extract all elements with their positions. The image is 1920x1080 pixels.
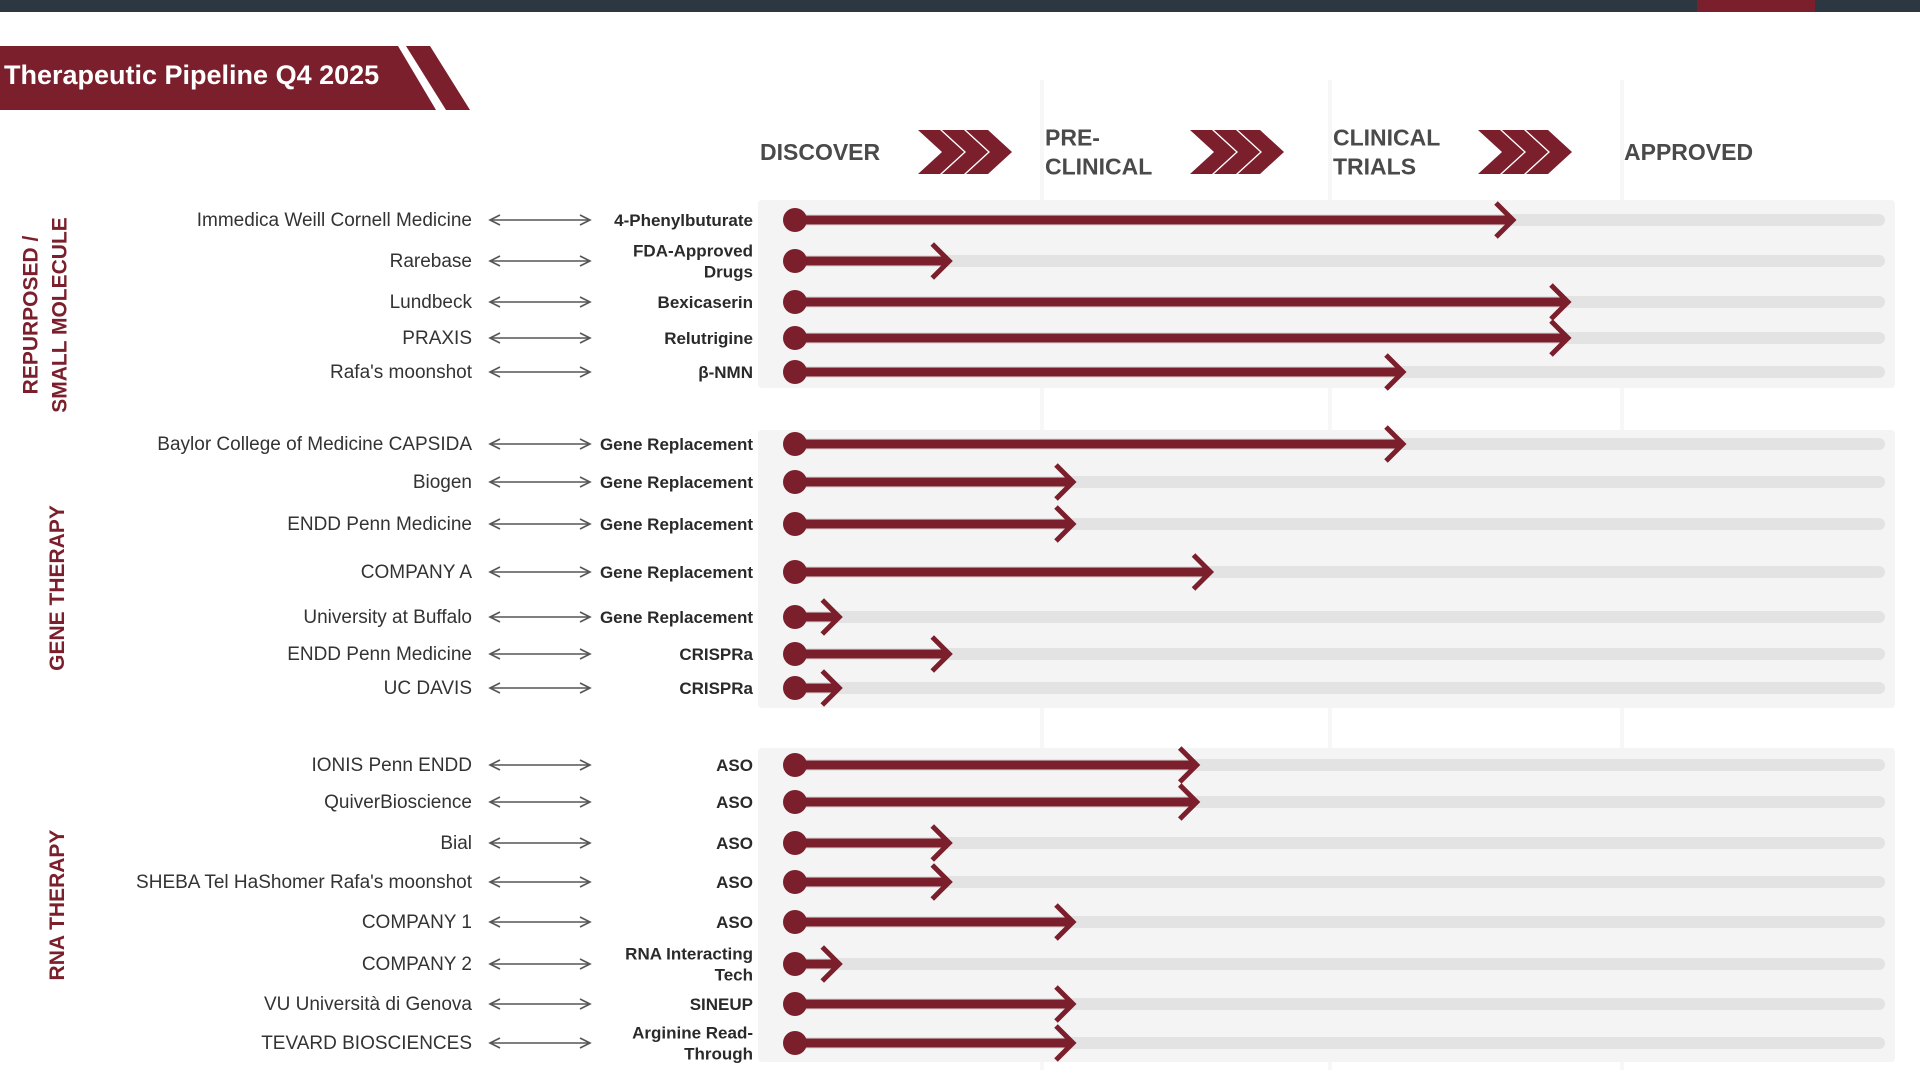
group-label-2 [46,830,69,981]
stage-chevron-0 [918,130,1012,174]
progress-start-dot [783,642,807,666]
progress-track [795,958,1885,970]
partner-name: COMPANY A [360,562,472,583]
progress-start-dot [783,992,807,1016]
partner-name: UC DAVIS [383,678,472,699]
partner-name: SHEBA Tel HaShomer Rafa's moonshot [136,872,472,893]
group-panel-2 [758,748,1895,1062]
group-label-1 [46,505,69,671]
drug-label: SINEUP [689,995,753,1014]
page-title: Therapeutic Pipeline Q4 2025 [4,60,380,90]
partner-name: IONIS Penn ENDD [311,755,472,776]
stage-chevron-2 [1478,130,1572,174]
progress-start-dot [783,952,807,976]
drug-label: ASO [716,756,753,775]
progress-track [795,837,1885,849]
partner-name: QuiverBioscience [324,792,472,813]
group-panel-0 [758,200,1895,388]
partner-name: Biogen [412,472,472,493]
progress-start-dot [783,326,807,350]
drug-label: β-NMN [698,363,753,382]
drug-label: Gene Replacement [599,515,753,534]
drug-label: RNA Interacting Tech [625,944,753,985]
progress-start-dot [783,753,807,777]
drug-label: Gene Replacement [599,563,753,582]
partner-name: ENDD Penn Medicine [287,644,472,665]
progress-start-dot [783,1031,807,1055]
progress-start-dot [783,605,807,629]
stage-label-0: DISCOVER [760,139,881,165]
group-label-text: GENE THERAPY [46,505,69,671]
partner-name: Rarebase [389,251,472,272]
progress-start-dot [783,790,807,814]
progress-track [795,255,1885,267]
drug-label: Gene Replacement [599,435,753,454]
progress-start-dot [783,831,807,855]
drug-label: Bexicaserin [657,293,753,312]
progress-start-dot [783,470,807,494]
stage-label-3: APPROVED [1624,139,1754,165]
group-label-text: REPURPOSED / SMALL MOLECULE [19,217,72,413]
stage-chevron-1 [1190,130,1284,174]
progress-start-dot [783,910,807,934]
progress-track [795,648,1885,660]
partner-name: PRAXIS [402,328,472,349]
drug-label: Relutrigine [664,329,753,348]
partner-name: Immedica Weill Cornell Medicine [196,210,472,231]
group-label-0 [20,217,72,413]
partner-name: University at Buffalo [303,607,472,628]
partner-name: TEVARD BIOSCIENCES [261,1033,472,1054]
drug-label: FDA-Approved Drugs [633,241,753,282]
progress-start-dot [783,208,807,232]
drug-label: CRISPRa [679,679,753,698]
progress-start-dot [783,676,807,700]
partner-name: Baylor College of Medicine CAPSIDA [157,434,472,455]
progress-start-dot [783,560,807,584]
group-label-text: RNA THERAPY [46,829,69,981]
drug-label: ASO [716,834,753,853]
drug-label: CRISPRa [679,645,753,664]
drug-label: ASO [716,793,753,812]
progress-track [795,611,1885,623]
progress-track [795,876,1885,888]
stage-label-1: PRE-CLINICAL [1045,124,1153,180]
partner-name: COMPANY 2 [361,954,472,975]
partner-name: Lundbeck [389,292,472,313]
progress-start-dot [783,249,807,273]
progress-start-dot [783,870,807,894]
drug-label: Gene Replacement [599,608,753,627]
partner-name: VU Università di Genova [263,994,472,1015]
partner-name: COMPANY 1 [361,912,472,933]
progress-start-dot [783,360,807,384]
progress-start-dot [783,290,807,314]
progress-start-dot [783,432,807,456]
partner-name: ENDD Penn Medicine [287,514,472,535]
drug-label: ASO [716,873,753,892]
progress-track [795,682,1885,694]
partner-name: Bial [440,833,472,854]
drug-label: 4-Phenylbuturate [614,211,753,230]
drug-label: Gene Replacement [599,473,753,492]
drug-label: ASO [716,913,753,932]
partner-name: Rafa's moonshot [330,362,472,383]
stage-label-2: CLINICAL TRIALS [1333,124,1441,180]
progress-start-dot [783,512,807,536]
drug-label: Arginine Read-Through [632,1023,753,1064]
